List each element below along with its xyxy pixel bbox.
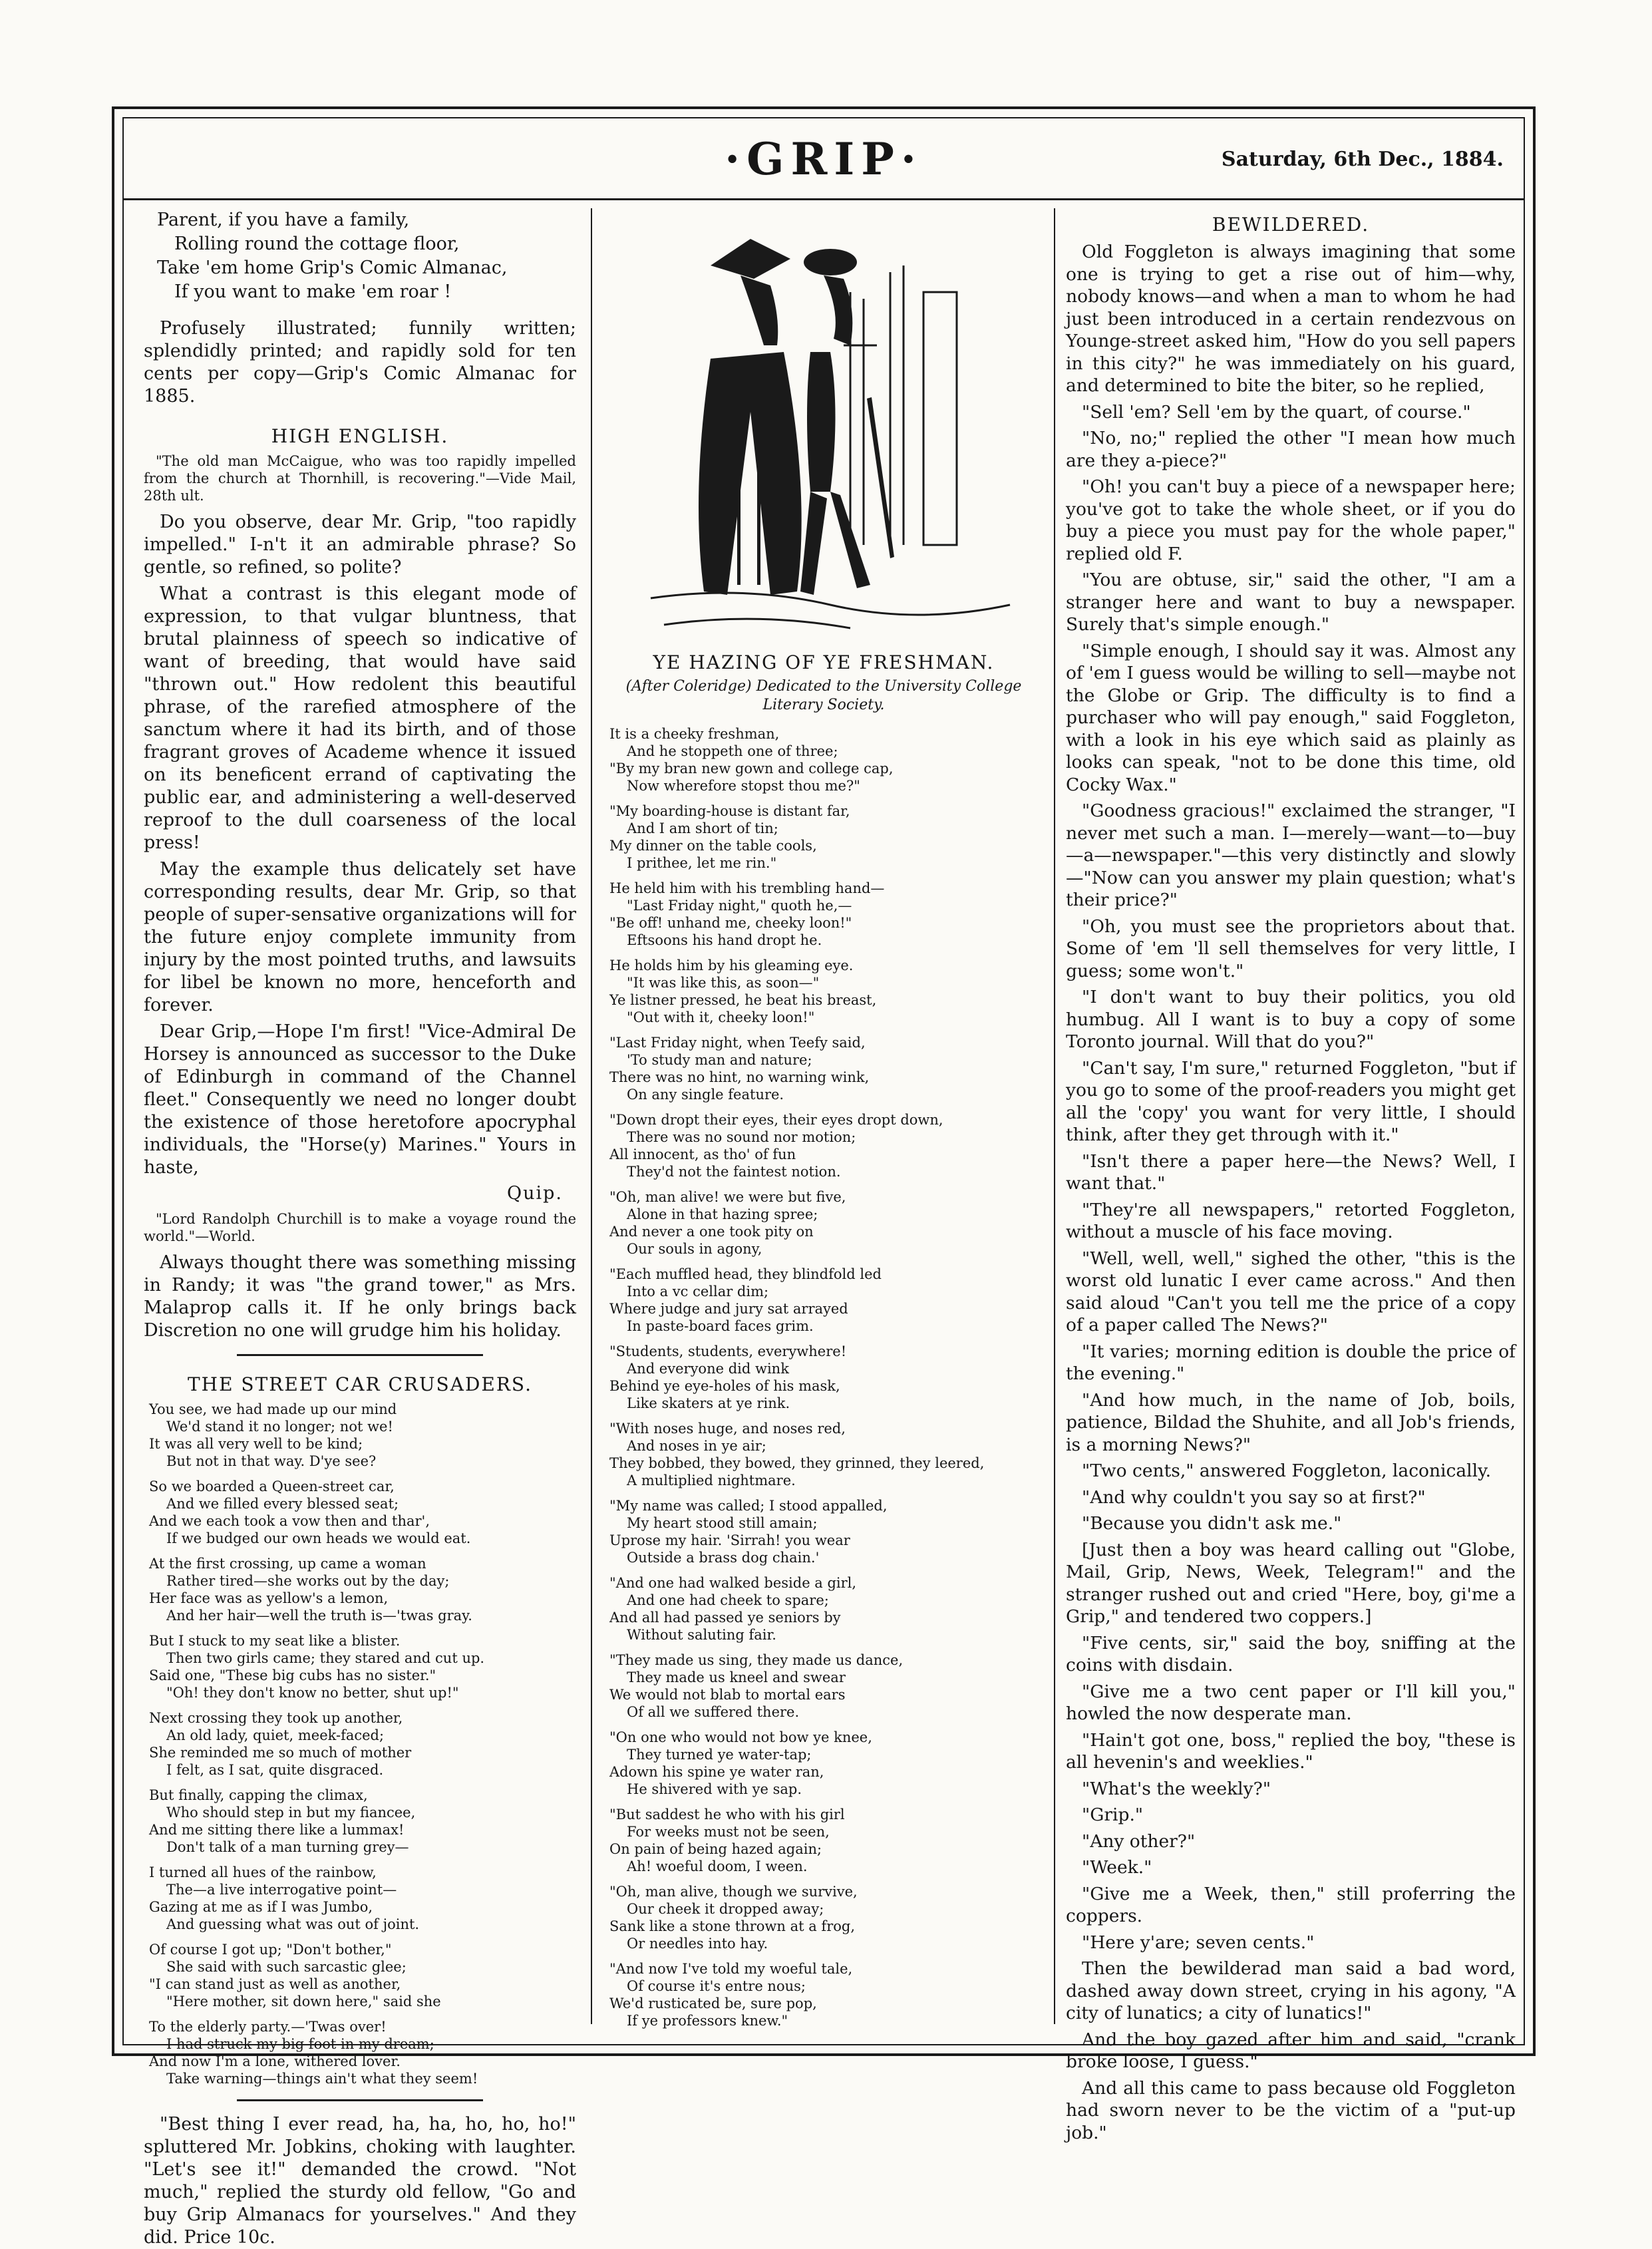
- bewildered-article: [1066, 241, 1516, 2144]
- paragraph: Old Foggleton is always imagining that some one is trying to get a rise out of him—why, nobody knows—and when a man to whom he had just been introduced in a certain rendezvous on Younge-street asked him, "How do you sell papers in this city?" he was immediately on his guard, and determined to bite the biter, so he replied,: [1066, 242, 1516, 396]
- poem-line: "Last Friday night," quoth he,—: [627, 898, 852, 914]
- paragraph: "Oh, you must see the proprietors about that. Some of 'em 'll sell themselves for very little, I guess; some won't.": [1066, 916, 1516, 981]
- stanza: [149, 1555, 576, 1624]
- paragraph: "I don't want to buy their politics, you old humbug. All I want is to buy a copy of some Toronto journal. Will that do you?": [1066, 987, 1516, 1052]
- poem-line: The—a live interrogative point—: [166, 1882, 397, 1898]
- stanza: [609, 1729, 1043, 1798]
- section-divider: [237, 2099, 483, 2101]
- poem-line: "Down dropt their eyes, their eyes dropt down,: [609, 1112, 943, 1128]
- closing-paragraph: "Best thing I ever read, ha, ha, ho, ho, ho!" spluttered Mr. Jobkins, choking with laughter. "Let's see it!" demanded the crowd. "Not much," replied the sturdy old fellow, "Go and buy Grip Almanacs for yourselves." And they did. Price 10c.: [144, 2114, 576, 2248]
- poem-line: All innocent, as tho' of fun: [609, 1146, 796, 1162]
- paragraph: "Oh! you can't buy a piece of a newspaper here; you've got to take the whole sheet, or if you do buy a piece you must pay for the whole paper," replied old F.: [1066, 476, 1516, 564]
- poem-line: They bobbed, they bowed, they grinned, they leered,: [609, 1455, 985, 1471]
- poem-line: And all had passed ye seniors by: [609, 1610, 841, 1626]
- paragraph: "Goodness gracious!" exclaimed the stranger, "I never met such a man. I—merely—want—to—buy—a—newspaper."—this very distinctly and slowly—"Now can you answer my plain question; what's their price?": [1066, 800, 1516, 910]
- paragraph: What a contrast is this elegant mode of expression, to that vulgar bluntness, that brutal plainness of speech so indicative of want of breeding, that would have said "thrown out." How redolent this beautiful phrase, of the rarefied atmosphere of the sanctum where it had its birth, and of those fragrant groves of Academe whence it issued on its beneficent errand of captivating the public ear, and administering a well-deserved reproof to the dull coarseness of the local press!: [144, 584, 576, 853]
- poem-line: We would not blab to mortal ears: [609, 1687, 846, 1703]
- verse-line: If you want to make 'em roar !: [174, 281, 452, 302]
- poem-title: YE HAZING OF YE FRESHMAN.: [653, 651, 995, 673]
- stanza: [609, 1420, 1043, 1489]
- stanza: [149, 2018, 576, 2087]
- poem-line: They made us kneel and swear: [627, 1669, 846, 1685]
- poem-line: We'd rusticated be, sure pop,: [609, 1995, 817, 2011]
- poem-line: But not in that way. D'ye see?: [166, 1453, 377, 1469]
- poem-line: They turned ye water-tap;: [627, 1747, 812, 1763]
- poem-line: We'd stand it no longer; not we!: [166, 1419, 393, 1435]
- stanza: [609, 1188, 1043, 1258]
- poem-line: Gazing at me as if I was Jumbo,: [149, 1899, 373, 1915]
- poem-line: "Oh, man alive, though we survive,: [609, 1884, 858, 1900]
- poem-line: Of course I got up; "Don't bother,": [149, 1942, 392, 1958]
- poem-line: In paste-board faces grim.: [627, 1318, 814, 1334]
- paragraph: "It varies; morning edition is double the price of the evening.": [1066, 1341, 1516, 1384]
- poem-line: And me sitting there like a lummax!: [149, 1822, 405, 1838]
- paragraph: "No, no;" replied the other "I mean how much are they a-piece?": [1066, 428, 1516, 471]
- verse-line: Rolling round the cottage floor,: [174, 234, 460, 254]
- almanac-verse: [157, 208, 576, 304]
- stanza: [609, 880, 1043, 949]
- column-3: [1066, 208, 1516, 2143]
- poem-line: "Oh! they don't know no better, shut up!": [166, 1685, 459, 1701]
- poem-line: So we boarded a Queen-street car,: [149, 1478, 395, 1494]
- column-1: [144, 208, 576, 2248]
- poem-line: On any single feature.: [627, 1087, 784, 1103]
- column-2: [604, 208, 1043, 2029]
- poem-line: And noses in ye air;: [627, 1438, 766, 1454]
- stanza: [609, 1883, 1043, 1952]
- stanza: [149, 1632, 576, 1701]
- poem-line: Who should step in but my fiancee,: [166, 1805, 416, 1820]
- paragraph: "Here y'are; seven cents.": [1082, 1932, 1315, 1953]
- poem-line: "Here mother, sit down here," said she: [166, 1993, 441, 2009]
- poem-line: An old lady, quiet, meek-faced;: [166, 1727, 385, 1743]
- paragraph: And the boy gazed after him and said, "crank broke loose, I guess.": [1066, 2029, 1516, 2072]
- poem-line: Behind ye eye-holes of his mask,: [609, 1378, 840, 1394]
- poem-line: "With noses huge, and noses red,: [609, 1421, 846, 1437]
- epigraph: "Lord Randolph Churchill is to make a voyage round the world."—World.: [144, 1211, 576, 1244]
- poem-line: "They made us sing, they made us dance,: [609, 1652, 904, 1668]
- poem-line: "It was like this, as soon—": [627, 975, 820, 991]
- paragraph: Dear Grip,—Hope I'm first! "Vice-Admiral De Horsey is announced as successor to the Duke of Edinburgh in command of the Channel fleet." Consequently we need no longer doubt the existence of those heretofore apocryphal individuals, the "Horse(y) Marines." Yours in haste,: [144, 1021, 576, 1178]
- verse-line: Take 'em home Grip's Comic Almanac,: [157, 258, 508, 278]
- paragraph: "Isn't there a paper here—the News? Well, I want that.": [1066, 1150, 1516, 1194]
- stanza: [609, 725, 1043, 794]
- poem-line: Adown his spine ye water ran,: [609, 1764, 824, 1780]
- article-title-high-english: HIGH ENGLISH.: [271, 425, 449, 447]
- poem-line: Of all we suffered there.: [627, 1704, 800, 1720]
- poem-line: Without saluting fair.: [627, 1627, 776, 1643]
- stanza: [149, 1941, 576, 2010]
- poem-line: On pain of being hazed again;: [609, 1841, 822, 1857]
- poem-line: Alone in that hazing spree;: [627, 1206, 818, 1222]
- poem-line: And guessing what was out of joint.: [166, 1916, 420, 1932]
- poem-line: And everyone did wink: [627, 1361, 789, 1377]
- poem-line: If ye professors knew.": [627, 2013, 788, 2029]
- poem-line: Where judge and jury sat arrayed: [609, 1301, 848, 1317]
- poem-line: Now wherefore stopst thou me?": [627, 778, 860, 794]
- paragraph: [Just then a boy was heard calling out "Globe, Mail, Grip, News, Week, Telegram!" and the stranger rushed out and cried "Here, boy, gi'me a Grip," and tendered two coppers.]: [1066, 1539, 1516, 1627]
- verse-line: Parent, if you have a family,: [157, 210, 410, 230]
- column-rule: [1054, 208, 1055, 2024]
- paragraph: "Sell 'em? Sell 'em by the quart, of course.": [1082, 401, 1471, 423]
- section-divider: [237, 1354, 483, 1356]
- poem-line: There was no hint, no warning wink,: [609, 1069, 870, 1085]
- stanza: [609, 1806, 1043, 1875]
- hazing-illustration: [611, 212, 1037, 638]
- poem-line: But finally, capping the climax,: [149, 1787, 368, 1803]
- poem-line: You see, we had made up our mind: [149, 1401, 397, 1417]
- paragraph: "Two cents," answered Foggleton, laconically.: [1082, 1461, 1491, 1481]
- poem-line: "Be off! unhand me, cheeky loon!": [609, 915, 852, 931]
- almanac-ad-text: Profusely illustrated; funnily written; splendidly printed; and rapidly sold for ten cents per copy—Grip's Comic Almanac for 1885.: [144, 318, 576, 407]
- paragraph: "Give me a two cent paper or I'll kill you," howled the now desperate man.: [1066, 1681, 1516, 1724]
- poem-line: Our cheek it dropped away;: [627, 1901, 824, 1917]
- page-frame: [112, 106, 1536, 2248]
- poem-line: At the first crossing, up came a woman: [149, 1556, 426, 1572]
- poem-line: Like skaters at ye rink.: [627, 1395, 790, 1411]
- poem-line: And now I'm a lone, withered lover.: [149, 2053, 401, 2069]
- poem-line: "Oh, man alive! we were but five,: [609, 1189, 846, 1205]
- poem-line: "Last Friday night, when Teefy said,: [609, 1035, 866, 1051]
- paragraph: "Can't say, I'm sure," returned Foggleton, "but if you go to some of the proof-readers you might get all the 'copy' you want for very little, I should think, after they get through with it.": [1066, 1057, 1516, 1145]
- poem-line: My dinner on the table cools,: [609, 838, 817, 854]
- paragraph: And all this came to pass because old Foggleton had sworn never to be the victim of a "put-up job.": [1066, 2077, 1516, 2143]
- poem-line: If we budged our own heads we would eat.: [166, 1530, 471, 1546]
- poem-line: And we filled every blessed seat;: [166, 1496, 399, 1512]
- stanza: [149, 1864, 576, 1933]
- poem-line: And her hair—well the truth is—'twas gray.: [166, 1608, 472, 1624]
- paragraph: "Hain't got one, boss," replied the boy, "these is all hevenin's and weeklies.": [1066, 1729, 1516, 1773]
- stanza: [609, 1034, 1043, 1103]
- stanza: [609, 1960, 1043, 2029]
- poem-line: I turned all hues of the rainbow,: [149, 1864, 377, 1880]
- epigraph: "The old man McCaigue, who was too rapidly impelled from the church at Thornhill, is recovering."—Vide Mail, 28th ult.: [144, 453, 576, 504]
- poem-line: My heart stood still amain;: [627, 1515, 818, 1531]
- poem-line: Her face was as yellow's a lemon,: [149, 1590, 389, 1606]
- poem-line: "Students, students, everywhere!: [609, 1343, 847, 1359]
- stanza: [609, 1497, 1043, 1566]
- masthead: [124, 118, 1524, 200]
- paragraph: "What's the weekly?": [1082, 1778, 1271, 1799]
- poem-line: Ye listner pressed, he beat his breast,: [609, 992, 877, 1008]
- stanza: [609, 1651, 1043, 1721]
- article-title-street-car: THE STREET CAR CRUSADERS.: [187, 1373, 532, 1395]
- poem-line: Take warning—things ain't what they seem!: [166, 2071, 478, 2087]
- poem-line: Into a vc cellar dim;: [627, 1284, 769, 1299]
- paragraph: "Week.": [1082, 1857, 1152, 1878]
- poem-line: "My boarding-house is distant far,: [609, 803, 850, 819]
- paragraph: "Grip.": [1082, 1805, 1144, 1825]
- paragraph: "Any other?": [1082, 1830, 1196, 1852]
- poem-line: She reminded me so much of mother: [149, 1745, 412, 1761]
- paragraph: Always thought there was something missing in Randy; it was "the grand tower," as Mrs. Malaprop calls it. If he only brings back Discretion no one will grudge him his holiday.: [144, 1252, 576, 1341]
- poem-line: Eftsoons his hand dropt he.: [627, 932, 822, 948]
- paragraph: Then the bewilderad man said a bad word, dashed away down street, crying in his agony, "A city of lunatics; a city of lunatics!": [1066, 1958, 1516, 2023]
- poem-line: Of course it's entre nous;: [627, 1978, 806, 1994]
- poem-line: 'To study man and nature;: [627, 1052, 812, 1068]
- paragraph: "Because you didn't ask me.": [1082, 1513, 1342, 1534]
- poem-line: And we each took a vow then and thar',: [149, 1513, 430, 1529]
- paragraph: "And how much, in the name of Job, boils, patience, Bildad the Shuhite, and all Job's friends, is a morning News?": [1066, 1389, 1516, 1455]
- paragraph: May the example thus delicately set have corresponding results, dear Mr. Grip, so that people of super-sensative organizations will for the future enjoy complete immunity from injury by the most pointed truths, and lawsuits for libel be known no more, henceforth and forever.: [144, 859, 576, 1015]
- stanza: [609, 957, 1043, 1026]
- poem-line: There was no sound nor motion;: [627, 1129, 856, 1145]
- poem-line: For weeks must not be seen,: [627, 1824, 830, 1840]
- stanza: [609, 1343, 1043, 1412]
- stanza: [609, 1266, 1043, 1335]
- poem-line: Rather tired—she works out by the day;: [166, 1573, 450, 1589]
- poem-line: "I can stand just as well as another,: [149, 1976, 401, 1992]
- stanza: [609, 1574, 1043, 1644]
- paragraph: "Give me a Week, then," still proferring the coppers.: [1066, 1883, 1516, 1926]
- poem-line: Then two girls came; they stared and cut up.: [166, 1650, 485, 1666]
- poem-line: He shivered with ye sap.: [627, 1781, 802, 1797]
- poem-line: I prithee, let me rin.": [627, 855, 777, 871]
- page-inner-frame: [122, 117, 1525, 2248]
- poem-line: Don't talk of a man turning grey—: [166, 1839, 409, 1855]
- paragraph: "Well, well, well," sighed the other, "this is the worst old lunatic I ever came across." And then said aloud "Can't you tell me the price of a copy of a paper called The News?": [1066, 1248, 1516, 1335]
- poem-line: And never a one took pity on: [609, 1224, 814, 1240]
- poem-line: To the elderly party.—'Twas over!: [149, 2019, 387, 2035]
- poem-line: He holds him by his gleaming eye.: [609, 957, 854, 973]
- poem-line: "My name was called; I stood appalled,: [609, 1498, 888, 1514]
- poem-line: Ah! woeful doom, I ween.: [627, 1858, 808, 1874]
- stanza: [609, 1111, 1043, 1180]
- street-car-poem: [149, 1401, 576, 2087]
- paragraph: "Simple enough, I should say it was. Almost any of 'em I guess would be willing to sell—maybe not the Globe or Grip. The difficulty is to find a purchaser who will pay enough," said Foggleton, with a look in his eye which said as plainly as looks can speak, "not to be done this time, old Cocky Wax.": [1066, 640, 1516, 795]
- poem-line: Our souls in agony,: [627, 1241, 762, 1257]
- poem-line: It is a cheeky freshman,: [609, 726, 780, 742]
- poem-subtitle: (After Coleridge) Dedicated to the University College Literary Society.: [625, 678, 1022, 713]
- hazing-poem: [609, 725, 1043, 2029]
- poem-line: He held him with his trembling hand—: [609, 880, 885, 896]
- paragraph: "They're all newspapers," retorted Foggleton, without a muscle of his face moving.: [1066, 1199, 1516, 1242]
- stanza: [149, 1787, 576, 1856]
- poem-line: Next crossing they took up another,: [149, 1710, 403, 1726]
- poem-line: It was all very well to be kind;: [149, 1436, 363, 1452]
- poem-line: But I stuck to my seat like a blister.: [149, 1633, 401, 1649]
- article-title-bewildered: BEWILDERED.: [1212, 214, 1370, 236]
- stanza: [149, 1478, 576, 1547]
- poem-line: And he stoppeth one of three;: [627, 743, 838, 759]
- poem-line: Outside a brass dog chain.': [627, 1550, 820, 1566]
- poem-line: I felt, as I sat, quite disgraced.: [166, 1762, 384, 1778]
- poem-line: Sank like a stone thrown at a frog,: [609, 1918, 855, 1934]
- poem-line: "Out with it, cheeky loon!": [627, 1009, 815, 1025]
- masthead-date: Saturday, 6th Dec., 1884.: [1221, 148, 1504, 171]
- poem-line: Uprose my hair. 'Sirrah! you wear: [609, 1532, 850, 1548]
- stanza: [609, 802, 1043, 872]
- poem-line: They'd not the faintest notion.: [627, 1164, 841, 1180]
- column-rule: [591, 208, 592, 2024]
- poem-line: "But saddest he who with his girl: [609, 1807, 845, 1822]
- poem-line: And one had cheek to spare;: [627, 1592, 829, 1608]
- poem-line: Said one, "These big cubs has no sister.": [149, 1667, 436, 1683]
- paragraph: "You are obtuse, sir," said the other, "I am a stranger here and want to buy a newspaper. Surely that's simple enough.": [1066, 570, 1516, 635]
- paragraph: "And why couldn't you say so at first?": [1082, 1486, 1426, 1508]
- paragraph: "Five cents, sir," said the boy, sniffing at the coins with disdain.: [1066, 1632, 1516, 1675]
- poem-line: "By my bran new gown and college cap,: [609, 761, 894, 777]
- poem-line: She said with such sarcastic glee;: [166, 1959, 407, 1975]
- poem-line: A multiplied nightmare.: [627, 1472, 796, 1488]
- poem-line: "And one had walked beside a girl,: [609, 1575, 857, 1591]
- poem-line: "Each muffled head, they blindfold led: [609, 1266, 882, 1282]
- stanza: [149, 1401, 576, 1470]
- poem-line: "And now I've told my woeful tale,: [609, 1961, 853, 1977]
- poem-line: Or needles into hay.: [627, 1936, 768, 1952]
- signature: Quip.: [506, 1183, 563, 1204]
- paragraph: Do you observe, dear Mr. Grip, "too rapidly impelled." I-n't it an admirable phrase? So gentle, so refined, so polite?: [144, 512, 576, 578]
- poem-line: I had struck my big foot in my dream;: [166, 2036, 434, 2052]
- stanza: [149, 1709, 576, 1779]
- poem-line: And I am short of tin;: [627, 820, 778, 836]
- poem-line: "On one who would not bow ye knee,: [609, 1729, 872, 1745]
- masthead-title: ·GRIP·: [725, 133, 923, 185]
